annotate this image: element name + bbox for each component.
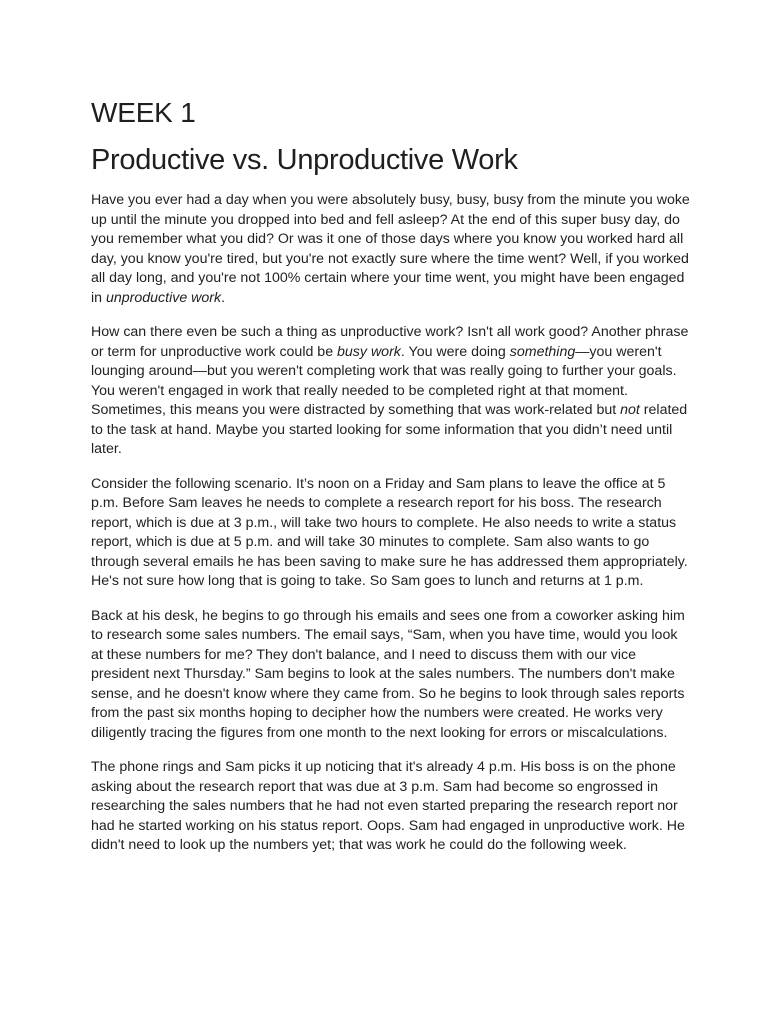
text-segment: . You were doing: [400, 343, 510, 360]
italic-text: unproductive work: [105, 289, 222, 306]
week-heading: WEEK 1: [91, 97, 196, 128]
text-segment: related to the task at hand. Maybe you started looking for some information that you didn’t need until later.: [91, 402, 688, 457]
text-segment: Consider the following scenario. It’s noon on a Friday and Sam plans to leave the office at 5 p.m. Before Sam leaves he needs to complete a research report for his boss. The research report, which is due at 3 p.m., will take two hours to complete. He also needs to write a status report, which is due at 5 p.m. and will take 30 minutes to complete. Sam also wants to go through several emails he has been saving to make sure he has addressed them appropriately. He's not sure how long that is going to take. So Sam goes to lunch and returns at 1 p.m.: [91, 475, 688, 589]
paragraph-4: [91, 607, 691, 744]
text-segment: Have you ever had a day when you were absolutely busy, busy, busy from the minute you woke up until the minute you dropped into bed and fell asleep? At the end of this super busy day, do you remember what you did? Or was it one of those days where you know you worked hard all day, you know you're tired, but you're not exactly sure where the time went? Well, if you worked all day long, and you're not 100% certain where your time went, you might have been engaged in: [91, 192, 690, 306]
text-segment: The phone rings and Sam picks it up noticing that it's already 4 p.m. His boss is on the phone asking about the research report that was due at 3 p.m. Sam had become so engrossed in researching the sales numbers that he had not even started preparing the research report nor had he started working on his status report. Oops. Sam had engaged in unproductive work. He didn't need to look up the numbers yet; that was work he could do the following week.: [91, 759, 685, 853]
document-page: [91, 96, 691, 871]
chapter-title: Productive vs. Unproductive Work: [91, 144, 518, 176]
paragraph-5: [91, 758, 691, 856]
paragraph-3: [91, 475, 691, 592]
paragraph-1: [91, 191, 691, 308]
text-segment: .: [221, 289, 226, 306]
text-segment: —you weren't lounging around—but you weren't completing work that was really going to further your goals. You weren't engaged in work that really needed to be completed right at that moment. Sometimes, this means you were distracted by something that was work-related but: [91, 343, 677, 418]
italic-text: busy work: [337, 343, 401, 360]
text-segment: Back at his desk, he begins to go through his emails and sees one from a coworker asking him to research some sales numbers. The email says, “Sam, when you have time, would you look at these numbers for me? They don't balance, and I need to discuss them with our vice president next Thursday.” Sam begins to look at the sales numbers. The numbers don't make sense, and he doesn't know where they came from. So he begins to look through sales reports from the past six months hoping to decipher how the numbers were created. He works very diligently tracing the figures from one month to the next looking for errors or miscalculations.: [91, 607, 685, 741]
text-segment: How can there even be such a thing as unproductive work? Isn't all work good? Another phrase or term for unproductive work could be: [91, 324, 689, 360]
italic-text: something: [509, 343, 576, 360]
body-text: [91, 191, 691, 856]
italic-text: not: [620, 402, 640, 418]
paragraph-2: [91, 323, 691, 460]
